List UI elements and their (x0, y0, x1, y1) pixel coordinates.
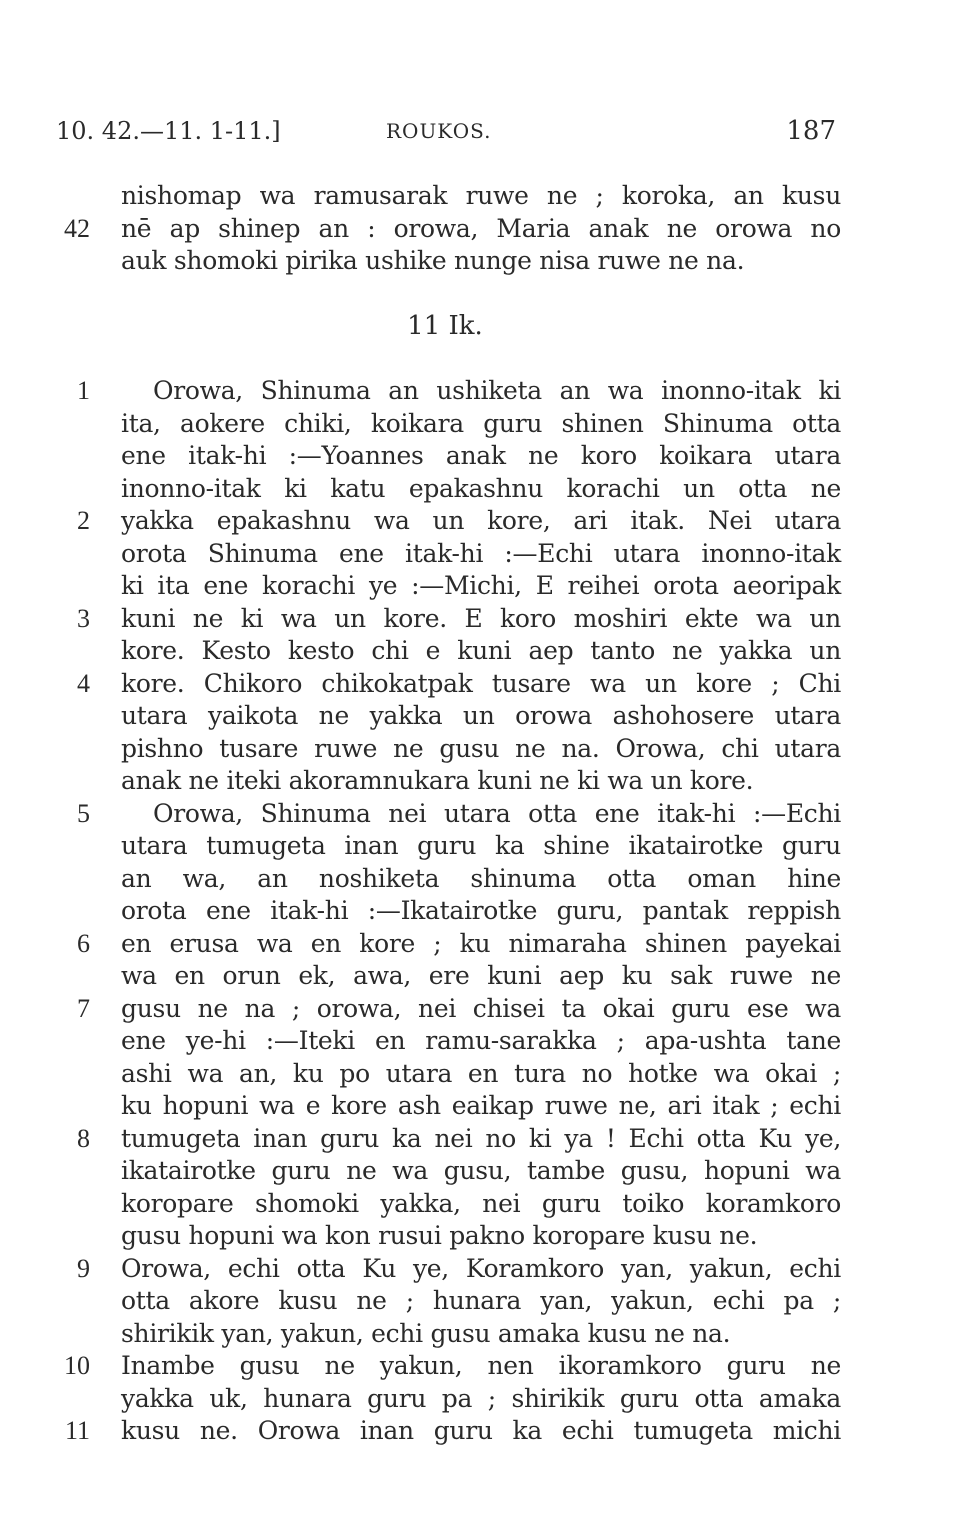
text-line (0, 928, 960, 961)
line-text: Orowa, echi otta Ku ye, Koramkoro yan, yakun, echi (121, 1253, 841, 1283)
book-title: ROUKOS. (386, 119, 492, 143)
chapter-heading: 11 Ik. (407, 311, 483, 341)
text-line (0, 895, 960, 928)
text-line (0, 1025, 960, 1058)
verse-number: 1 (77, 376, 90, 405)
line-text: ki ita ene korachi ye :—Michi, E reihei orota aeoripak (121, 571, 841, 600)
line-text: auk shomoki pirika ushike nunge nisa ruwe ne na. (121, 246, 745, 275)
text-line (0, 1383, 960, 1416)
line-text: ita, aokere chiki, koikara guru shinen Shinuma otta (121, 408, 841, 438)
verse-number: 2 (77, 506, 90, 535)
line-text: utara yaikota ne yakka un orowa ashohosere utara (121, 701, 841, 730)
text-line (0, 603, 960, 636)
text-line (0, 1285, 960, 1318)
text-line (0, 310, 960, 343)
line-text: gusu hopuni wa kon rusui pakno koropare kusu ne. (121, 1221, 758, 1250)
text-line (0, 505, 960, 538)
line-text: orota Shinuma ene itak-hi :—Echi utara inonno-itak (121, 538, 841, 568)
text-line (0, 538, 960, 571)
line-text: ikatairotke guru ne wa gusu, tambe gusu, hopuni wa (121, 1156, 841, 1185)
text-line (0, 635, 960, 668)
line-text: en erusa wa en kore ; ku nimaraha shinen payekai (121, 928, 841, 958)
verse-number: 5 (77, 798, 90, 828)
text-line (0, 798, 960, 831)
text-line (0, 1415, 960, 1448)
text-line (0, 960, 960, 993)
line-text: ku hopuni wa e kore ash eaikap ruwe ne, ari itak ; echi (121, 1091, 841, 1120)
text-line (0, 180, 960, 213)
verse-number: 3 (77, 603, 90, 633)
text-line (0, 1123, 960, 1156)
text-line (0, 408, 960, 441)
line-text: ene ye-hi :—Iteki en ramu-sarakka ; apa-ushta tane (121, 1026, 841, 1055)
text-line (0, 1220, 960, 1253)
line-text: inonno-itak ki katu epakashnu korachi un otta ne (121, 473, 841, 503)
line-text: kore. Chikoro chikokatpak tusare wa un kore ; Chi (121, 668, 841, 698)
text-line (0, 765, 960, 798)
text-line (0, 1253, 960, 1286)
line-text: kusu ne. Orowa inan guru ka echi tumugeta michi (121, 1416, 841, 1445)
verse-number: 42 (64, 213, 90, 243)
line-text: wa en orun ek, awa, ere kuni aep ku sak ruwe ne (121, 961, 841, 990)
text-line (0, 473, 960, 506)
line-text: Orowa, Shinuma nei utara otta ene itak-hi :—Echi (153, 798, 841, 828)
verse-number: 11 (64, 1416, 90, 1445)
line-text: otta akore kusu ne ; hunara yan, yakun, echi pa ; (121, 1286, 841, 1315)
text-line (0, 570, 960, 603)
text-line (0, 830, 960, 863)
line-text: kore. Kesto kesto chi e kuni aep tanto ne yakka un (121, 636, 841, 665)
verse-number: 6 (77, 928, 90, 958)
text-line (0, 668, 960, 701)
text-line (0, 1318, 960, 1351)
line-text: ene itak-hi :—Yoannes anak ne koro koikara utara (121, 441, 841, 470)
text-line (0, 1090, 960, 1123)
page-number: 187 (786, 116, 836, 146)
line-text: Orowa, Shinuma an ushiketa an wa inonno-itak ki (153, 376, 841, 405)
verse-number: 9 (77, 1253, 90, 1283)
line-text: yakka epakashnu wa un kore, ari itak. Nei utara (121, 506, 841, 535)
line-text: nishomap wa ramusarak ruwe ne ; koroka, an kusu (121, 181, 841, 210)
running-header (56, 113, 836, 149)
text-line (0, 1188, 960, 1221)
text-line (0, 278, 960, 311)
line-text: Inambe gusu ne yakun, nen ikoramkoro guru ne (121, 1351, 841, 1380)
verse-number: 8 (77, 1123, 90, 1153)
text-line (0, 993, 960, 1026)
line-text: gusu ne na ; orowa, nei chisei ta okai guru ese wa (121, 993, 841, 1023)
text-line (0, 245, 960, 278)
text-line (0, 213, 960, 246)
text-line (0, 440, 960, 473)
line-text: pishno tusare ruwe ne gusu ne na. Orowa, chi utara (121, 733, 841, 763)
line-text: orota ene itak-hi :—Ikatairotke guru, pantak reppish (121, 896, 841, 925)
verse-number: 7 (77, 993, 90, 1023)
line-text: utara tumugeta inan guru ka shine ikatairotke guru (121, 831, 841, 860)
line-text: koropare shomoki yakka, nei guru toiko koramkoro (121, 1188, 841, 1218)
line-text: yakka uk, hunara guru pa ; shirikik guru otta amaka (121, 1383, 841, 1413)
text-line (0, 1058, 960, 1091)
text-line (0, 375, 960, 408)
text-line (0, 1350, 960, 1383)
line-text: shirikik yan, yakun, echi gusu amaka kusu ne na. (121, 1318, 731, 1348)
chapter-verse-reference: 10. 42.—11. 1-11.] (56, 117, 281, 145)
verse-number: 4 (77, 668, 90, 698)
line-text: an wa, an noshiketa shinuma otta oman hine (121, 863, 841, 893)
line-text: ashi wa an, ku po utara en tura no hotke wa okai ; (121, 1058, 841, 1088)
text-line (0, 863, 960, 896)
text-line (0, 343, 960, 376)
text-line (0, 1155, 960, 1188)
line-text: anak ne iteki akoramnukara kuni ne ki wa un kore. (121, 766, 754, 795)
line-text: tumugeta inan guru ka nei no ki ya ! Echi otta Ku ye, (121, 1123, 841, 1153)
text-body (0, 180, 960, 1448)
line-text: kuni ne ki wa un kore. E koro moshiri ekte wa un (121, 603, 841, 633)
text-line (0, 733, 960, 766)
verse-number: 10 (64, 1351, 90, 1380)
line-text: nē ap shinep an : orowa, Maria anak ne orowa no (121, 213, 841, 243)
text-line (0, 700, 960, 733)
